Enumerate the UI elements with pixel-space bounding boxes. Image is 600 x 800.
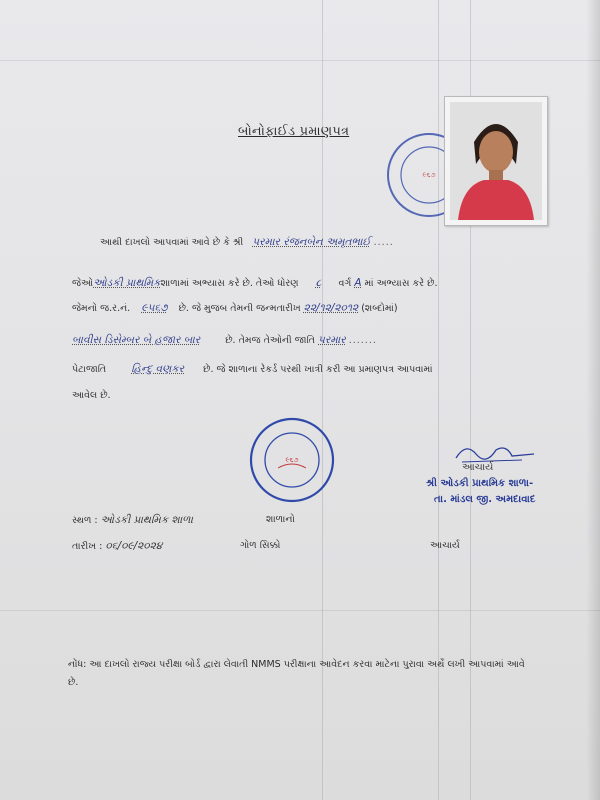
gr-number: ૯૫૬૭ [141,302,168,314]
fold-line [0,610,600,611]
place-value: ઓડકી પ્રાથમિક શાળા [100,514,193,526]
body-line-5 [72,363,433,376]
student-name: પરમાર રંજનબેન અમૃતભાઈ [252,236,371,248]
fill-dots: ..... [373,237,394,248]
body-line-4 [72,334,377,347]
standard-value: ૮ [315,277,322,289]
birth-date: ૨૨/૧૨/૨૦૧૨ [303,302,359,314]
page-edge-shadow [586,0,600,800]
round-stamp-label: ગોળ સિક્કો [240,540,281,551]
svg-text:૯૬૭: ૯૬૭ [422,171,436,179]
student-portrait [450,102,542,220]
birth-date-words: બાવીસ ડિસેમ્બર બે હજાર બાર [72,334,201,346]
place-row [72,514,193,527]
caste-value: પરમાર [318,334,346,346]
line5-end: છે. જે શાળાના રેકર્ડ પરથી ખાત્રી કરી આ પ્રમાણપત્ર આપવામાં [203,364,433,375]
place-label: સ્થળ : [72,515,98,526]
class-word: વર્ગ [338,278,352,289]
line3-mid: છે. જે મુજબ તેમની જન્મતારીખ [178,303,301,314]
date-row [72,540,162,553]
fold-line [0,60,600,61]
student-photo [444,96,548,226]
line2-prefix: જેઓ [72,278,94,289]
date-value: ૦૬/૦૯/૨૦૨૪ [105,540,163,552]
line3-prefix: જેમનો જ.ર.નં. [72,303,131,314]
line5-prefix: પેટાજાતિ [72,364,107,375]
school-stamp-label: શાળાનો [266,514,295,525]
line2-end: માં અભ્યાસ કરે છે. [364,278,438,289]
school-name-written: ઓડકી પ્રાથમિક [93,277,161,289]
line2-mid: શાળામાં અભ્યાસ કરે છે. તેઓ ધોરણ [160,278,299,289]
principal-label: આચાર્ય [430,540,460,551]
fill-dots: ....... [348,335,377,346]
signature-title: આચાર્ય [462,462,494,473]
line1-prefix: આથી દાખલો આપવામાં આવે છે કે શ્રી [100,237,244,248]
division-value: A [354,277,362,289]
subcaste-value: હિન્દુ વણકર [131,363,185,375]
line4-mid: છે. તેમજ તેઓની જાતિ [225,335,315,346]
body-line-6 [72,390,111,401]
line6: આવેલ છે. [72,390,111,401]
body-line-3 [72,302,398,315]
school-name-line1: શ્રી ઓડકી પ્રાથમિક શાળા- [426,478,534,489]
date-label: તારીખ : [72,541,103,552]
school-round-stamp [248,416,336,504]
school-name-line2: તા. માંડલ જી. અમદાવાદ [434,494,536,505]
body-line-2 [72,277,437,290]
body-line-1 [100,236,394,249]
svg-text:૯૬૭: ૯૬૭ [285,456,299,464]
line3-end: (શબ્દોમાં) [361,303,398,314]
footnote: નોંધ: આ દાખલો રાજ્ય પરીક્ષા બોર્ડ દ્વારા લેવાતી NMMS પરીક્ષાના આવેદન કરવા માટેના પુરાવા અર્થે લખી આપવામાં આવે છે. [68,659,525,688]
certificate-title: બોનોફાઈડ પ્રમાણપત્ર [238,124,350,139]
